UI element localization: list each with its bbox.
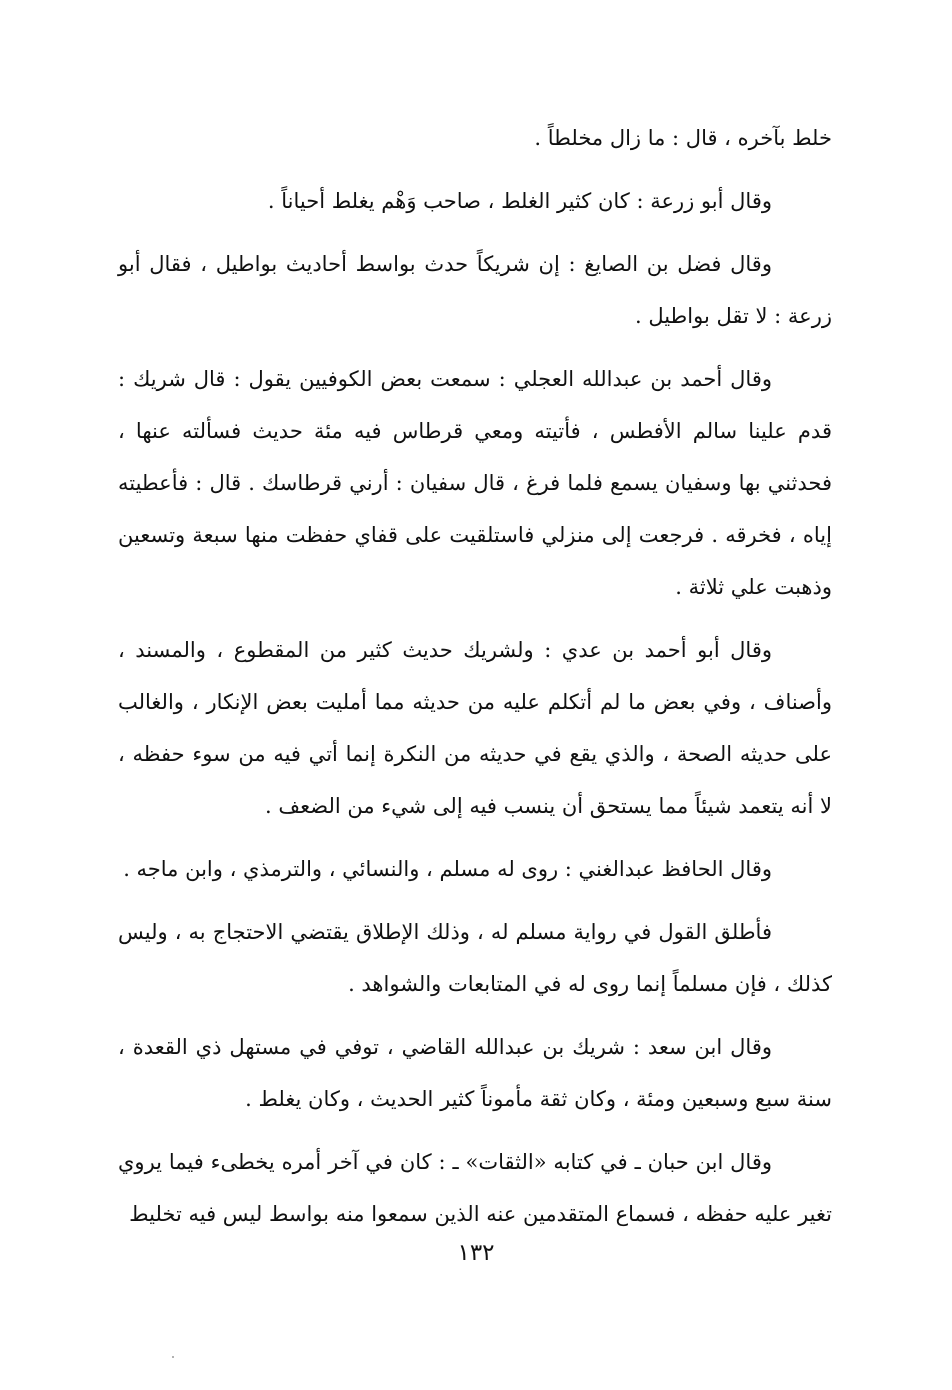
paragraph-ibn-adi: وقال أبو أحمد بن عدي : ولشريك حديث كثير من المقطوع ، والمسند ، وأصناف ، وفي بعض ما لم أتكلم عليه من حديثه مما أمليت بعض الإنكار ، والغالب على حديثه الصحة ، والذي يقع في حديثه من النكرة إنما أتي فيه من سوء حفظه ، لا أنه يتعمد شيئاً مما يستحق أن ينسب فيه إلى شيء من الضعف . bbox=[118, 638, 832, 818]
page-number: ١٣٢ bbox=[457, 1240, 495, 1266]
paragraph-ibn-hibban: وقال ابن حبان ـ في كتابه «الثقات» ـ : كان في آخر أمره يخطىء فيما يروي تغير عليه حفظه ، فسماع المتقدمين عنه الذين سمعوا منه بواسط ليس فيه تخليط bbox=[118, 1150, 832, 1226]
paragraph-abdulghani: وقال الحافظ عبدالغني : روى له مسلم ، والنسائي ، والترمذي ، وابن ماجه . bbox=[123, 857, 772, 881]
paragraph-fadl-ibn-al-sayigh: وقال فضل بن الصايغ : إن شريكاً حدث بواسط أحاديث بواطيل ، فقال أبو زرعة : لا تقل بواطيل . bbox=[118, 252, 832, 328]
paragraph-abu-zura: وقال أبو زرعة : كان كثير الغلط ، صاحب وَهْم يغلط أحياناً . bbox=[267, 189, 772, 213]
paragraph-muslim-comment: فأطلق القول في رواية مسلم له ، وذلك الإطلاق يقتضي الاحتجاج به ، وليس كذلك ، فإن مسلماً إنما روى له في المتابعات والشواهد . bbox=[118, 920, 832, 996]
main-text bbox=[118, 112, 832, 1240]
scan-speck bbox=[172, 1356, 174, 1358]
paragraph-ibn-sad: وقال ابن سعد : شريك بن عبدالله القاضي ، توفي في مستهل ذي القعدة ، سنة سبع وسبعين ومئة ، وكان ثقة مأموناً كثير الحديث ، وكان يغلط . bbox=[118, 1035, 832, 1111]
paragraph-continuation: خلط بآخره ، قال : ما زال مخلطاً . bbox=[534, 126, 832, 150]
paragraph-al-ijli: وقال أحمد بن عبدالله العجلي : سمعت بعض الكوفيين يقول : قال شريك : قدم علينا سالم الأفطس ، فأتيته ومعي قرطاس فيه مئة حديث فسألته عنها ، فحدثني بها وسفيان يسمع فلما فرغ ، قال سفيان : أرني قرطاسك . قال : فأعطيته إياه ، فخرقه . فرجعت إلى منزلي فاستلقيت على قفاي حفظت منها سبعة وتسعين وذهبت علي ثلاثة . bbox=[118, 367, 832, 599]
